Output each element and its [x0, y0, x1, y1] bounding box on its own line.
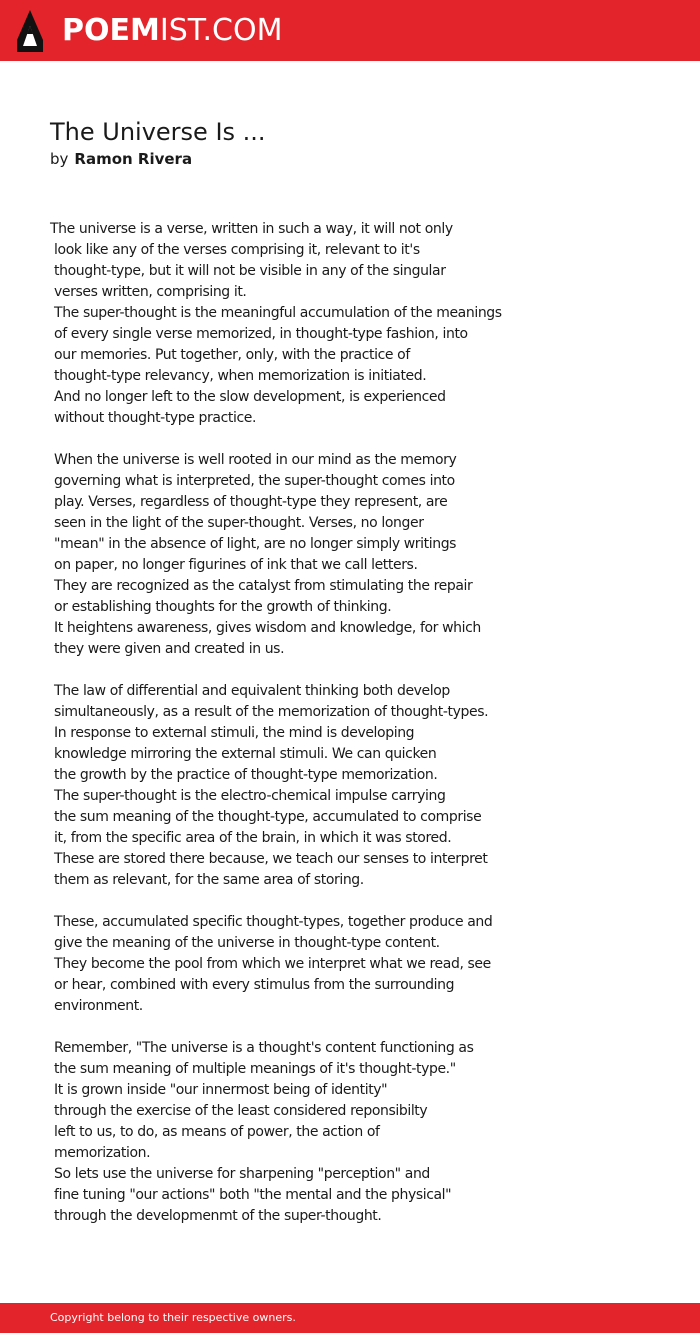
logo-brand-bold: POEM [62, 13, 160, 48]
copyright-notice: Copyright belong to their respective owners. [50, 1311, 296, 1324]
poem-line [50, 429, 650, 450]
poem-line: it, from the specific area of the brain, in which it was stored. [50, 830, 452, 846]
poem-line: They are recognized as the catalyst from stimulating the repair [50, 578, 473, 594]
poem-line: memorization. [50, 1145, 151, 1161]
poem-line: These are stored there because, we teach our senses to interpret [50, 851, 488, 867]
poem-line: left to us, to do, as means of power, the action of [50, 1124, 380, 1140]
poem-line: When the universe is well rooted in our mind as the memory [50, 452, 457, 468]
site-header [0, 0, 700, 61]
poem-line: "mean" in the absence of light, are no longer simply writings [50, 536, 457, 552]
poem-line: Remember, "The universe is a thought's content functioning as [50, 1040, 474, 1056]
poem-line: through the developmenmt of the super-thought. [50, 1208, 382, 1224]
poem-line: fine tuning "our actions" both "the mental and the physical" [50, 1187, 452, 1203]
poem-line: through the exercise of the least considered reponsibilty [50, 1103, 428, 1119]
poem-line: So lets use the universe for sharpening "perception" and [50, 1166, 430, 1182]
poem-line: without thought-type practice. [50, 410, 257, 426]
poem-line: These, accumulated specific thought-types, together produce and [50, 914, 493, 930]
poem-title: The Universe Is ... [50, 118, 266, 146]
poem-line: they were given and created in us. [50, 641, 285, 657]
poem-line: our memories. Put together, only, with the practice of [50, 347, 410, 363]
poem-line: or establishing thoughts for the growth of thinking. [50, 599, 392, 615]
poem-line: the sum meaning of multiple meanings of it's thought-type." [50, 1061, 456, 1077]
poem-line: verses written, comprising it. [50, 284, 247, 300]
poem-line: The universe is a verse, written in such a way, it will not only [50, 221, 453, 237]
poem-line: It is grown inside "our innermost being of identity" [50, 1082, 388, 1098]
poem-line [50, 1017, 650, 1038]
poem-line [50, 891, 650, 912]
poem-line: thought-type relevancy, when memorization is initiated. [50, 368, 427, 384]
poem-line: give the meaning of the universe in thought-type content. [50, 935, 440, 951]
poem-line: seen in the light of the super-thought. Verses, no longer [50, 515, 424, 531]
poem-line: look like any of the verses comprising it, relevant to it's [50, 242, 420, 258]
poem-line: governing what is interpreted, the super-thought comes into [50, 473, 455, 489]
site-footer [0, 1303, 700, 1333]
poem-line: It heightens awareness, gives wisdom and knowledge, for which [50, 620, 481, 636]
poem-line [50, 660, 650, 681]
poem-line: knowledge mirroring the external stimuli. We can quicken [50, 746, 437, 762]
author-name: Ramon Rivera [74, 150, 193, 168]
poem-line: the sum meaning of the thought-type, accumulated to comprise [50, 809, 482, 825]
poem-line: The super-thought is the meaningful accumulation of the meanings [50, 305, 502, 321]
poem-line: environment. [50, 998, 143, 1014]
poem-line: thought-type, but it will not be visible in any of the singular [50, 263, 446, 279]
poem-line: simultaneously, as a result of the memorization of thought-types. [50, 704, 489, 720]
by-label: by [50, 150, 69, 168]
poem-line: The super-thought is the electro-chemical impulse carrying [50, 788, 446, 804]
site-logo-link[interactable] [62, 11, 282, 51]
poem-line: on paper, no longer figurines of ink that we call letters. [50, 557, 418, 573]
poem-line: the growth by the practice of thought-type memorization. [50, 767, 438, 783]
poem-line: them as relevant, for the same area of storing. [50, 872, 364, 888]
poem-line: of every single verse memorized, in thought-type fashion, into [50, 326, 468, 342]
poem-line: And no longer left to the slow development, is experienced [50, 389, 446, 405]
logo-brand-light: IST.COM [159, 13, 283, 48]
poem-line: The law of differential and equivalent thinking both develop [50, 683, 450, 699]
poem-line: In response to external stimuli, the mind is developing [50, 725, 415, 741]
poem-line: They become the pool from which we interpret what we read, see [50, 956, 491, 972]
poem-line: or hear, combined with every stimulus from the surrounding [50, 977, 455, 993]
pencil-icon[interactable] [17, 10, 43, 52]
byline [50, 148, 192, 170]
poem-body [50, 219, 650, 1227]
poem-line: play. Verses, regardless of thought-type they represent, are [50, 494, 448, 510]
